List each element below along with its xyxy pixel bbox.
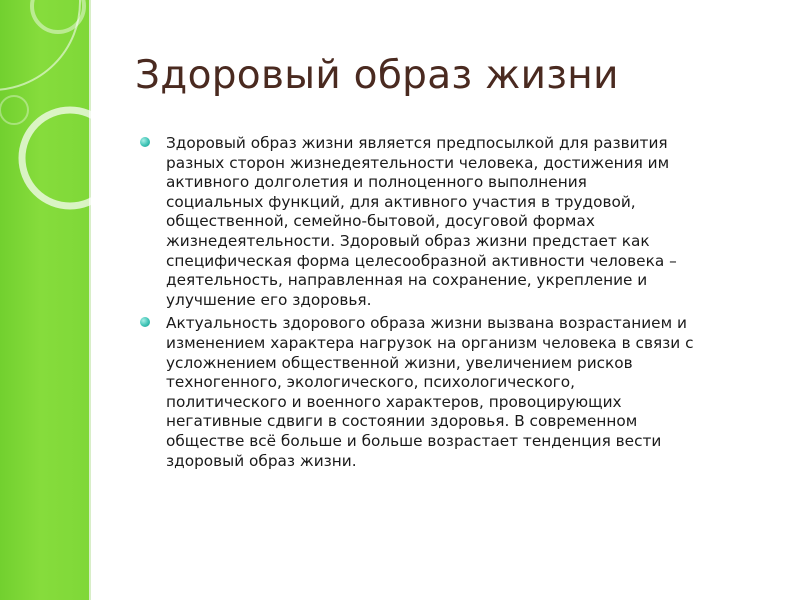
slide-title: Здоровый образ жизни [135, 53, 619, 98]
bullet-text-line: Здоровый образ жизни является предпосылкой для развития [166, 134, 668, 152]
bullet-text-line: разных сторон жизнедеятельности человека, достижения им [166, 153, 670, 172]
bullet-text-line: негативные сдвиги в состоянии здоровья. В современном [166, 412, 638, 431]
circle-decoration-icon [0, 0, 130, 260]
bullet-text-line: активного долголетия и полноценного выполнения [166, 173, 587, 192]
bullet-dot-icon [140, 317, 150, 327]
bullet-dot-icon [140, 137, 150, 147]
bullet-list [140, 134, 780, 475]
bullet-text-line: обществе всё больше и больше возрастает тенденция вести [166, 431, 662, 450]
bullet-item [140, 134, 780, 310]
bullet-text-line: жизнедеятельности. Здоровый образ жизни предстает как [166, 231, 650, 250]
bullet-text-line: политического и военного характеров, провоцирующих [166, 392, 622, 411]
bullet-text-line: техногенного, экологического, психологического, [166, 373, 575, 392]
bullet-text-line: Актуальность здорового образа жизни вызвана возрастанием и [166, 314, 687, 333]
bullet-text-line: здоровый образ жизни. [166, 451, 357, 470]
bullet-text-line: изменением характера нагрузок на организм человека в связи с [166, 333, 694, 352]
bullet-text-line: общественной, семейно-бытовой, досуговой формах [166, 212, 595, 231]
bullet-text-line: усложнением общественной жизни, увеличением рисков [166, 353, 633, 372]
bullet-item [140, 314, 780, 471]
bullet-text-line: деятельность, направленная на сохранение, укрепление и [166, 271, 648, 290]
bullet-text-line: специфическая форма целесообразной активности человека – [166, 251, 677, 270]
bullet-text-line: социальных функций, для активного участия в трудовой, [166, 192, 636, 211]
bullet-text-line: улучшение его здоровья. [166, 290, 372, 309]
